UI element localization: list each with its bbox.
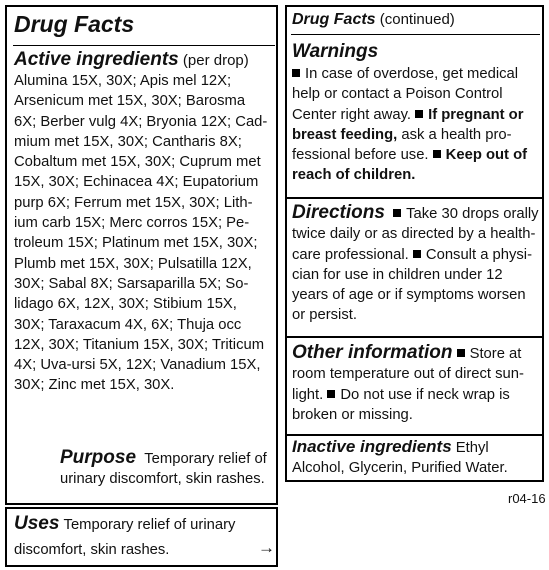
bullet-icon [415, 110, 423, 118]
warnings-line: In case of overdose, get medical [305, 66, 519, 82]
ingredient-line: 30X; Zinc met 15X, 30X. [14, 377, 175, 394]
ingredient-line: ium carb 15X; Merc corros 15X; Pe- [14, 215, 250, 232]
warnings-line: Center right away. [292, 106, 416, 123]
inactive-ingredients-section [292, 437, 508, 479]
warnings-line: help or contact a Poison Control [292, 86, 503, 103]
ingredient-line: Alumina 15X, 30X; Apis mel 12X; [14, 73, 232, 89]
directions-line: years of age or if symptoms worsen [292, 287, 526, 304]
section-rule [287, 336, 542, 338]
continued-note: (continued) [375, 11, 455, 28]
directions-line: cian for use in children under 12 [292, 266, 503, 283]
other-info-line: room temperature out of direct sun- [292, 366, 524, 383]
ingredient-line: 12X, 30X; Titanium 15X, 30X; Triticum [14, 336, 265, 353]
inactive-ingredients-line: Ethyl [451, 440, 489, 456]
directions-line: twice daily or as directed by a health- [292, 226, 536, 243]
active-ingredients-heading: Active ingredients [14, 49, 179, 70]
bullet-icon [292, 69, 300, 77]
pregnancy-warning: breast feeding, [292, 126, 398, 143]
directions-line: or persist. [292, 307, 357, 324]
continued-rule [291, 34, 540, 35]
ingredient-line: lidago 6X, 12X, 30X; Stibium 15X, [14, 296, 237, 313]
other-info-line: broken or missing. [292, 406, 413, 423]
pregnancy-warning: If pregnant or [428, 106, 524, 123]
continued-arrow-icon: → [258, 538, 275, 557]
directions-line: care professional. [292, 246, 413, 263]
purpose-heading: Purpose [60, 447, 137, 468]
drug-facts-panel-left [5, 5, 278, 505]
ingredient-line: troleum 15X; Platinum met 15X, 30X; [14, 235, 258, 252]
other-info-line: light. [292, 386, 328, 403]
label-code: r04-16 [508, 491, 546, 506]
warnings-heading: Warnings [292, 41, 379, 62]
other-info-section [292, 342, 524, 425]
inactive-ingredients-line: Alcohol, Glycerin, Purified Water. [292, 460, 508, 477]
ingredient-line: 6X; Berber vulg 4X; Bryonia 12X; Cad- [14, 113, 268, 130]
purpose-section [60, 447, 267, 490]
warnings-line: fessional before use. [292, 147, 433, 164]
bullet-icon [413, 250, 421, 258]
inactive-ingredients-heading: Inactive ingredients [292, 437, 452, 456]
other-info-heading: Other information [292, 342, 453, 363]
bullet-icon [457, 349, 465, 357]
directions-section [292, 202, 539, 326]
drug-facts-panel-right [285, 5, 544, 482]
warnings-line: ask a health pro- [397, 126, 512, 143]
ingredient-line: mium met 15X, 30X; Cantharis 8X; [14, 133, 242, 150]
children-warning: Keep out of [445, 147, 528, 164]
continued-title: Drug Facts [292, 11, 376, 28]
ingredient-line: Cobaltum met 15X, 30X; Cuprum met [14, 154, 261, 171]
children-warning: reach of children. [292, 167, 416, 184]
uses-line-1: Temporary relief of urinary [63, 517, 236, 533]
purpose-line-2: urinary discomfort, skin rashes. [60, 471, 265, 488]
ingredient-line: 30X; Sabal 8X; Sarsaparilla 5X; So- [14, 275, 249, 292]
section-rule [287, 434, 542, 436]
uses-line-1-row [14, 513, 235, 535]
warnings-section [292, 40, 527, 186]
uses-heading: Uses [14, 513, 60, 534]
ingredient-line: purp 6X; Ferrum met 15X, 30X; Lith- [14, 194, 253, 211]
ingredient-line: Plumb met 15X, 30X; Pulsatilla 12X, [14, 255, 252, 272]
bullet-icon [327, 390, 335, 398]
section-rule [287, 197, 542, 199]
ingredient-line: 4X; Uva-ursi 5X, 12X; Vanadium 15X, [14, 357, 261, 374]
other-info-line: Do not use if neck wrap is [340, 386, 510, 403]
per-drop-note: (per drop) [178, 52, 249, 69]
continued-header [292, 10, 455, 30]
ingredient-line: 30X; Taraxacum 4X, 6X; Thuja occ [14, 316, 242, 333]
ingredient-line: Arsenicum met 15X, 30X; Barosma [14, 93, 246, 110]
active-ingredients-header [14, 49, 249, 71]
drug-facts-title: Drug Facts [14, 11, 135, 37]
other-info-line: Store at [469, 346, 522, 362]
directions-line: Consult a physi- [425, 246, 532, 263]
bullet-icon [433, 150, 441, 158]
uses-line-2: discomfort, skin rashes. [14, 542, 170, 558]
ingredient-line: 15X, 30X; Echinacea 4X; Eupatorium [14, 174, 259, 191]
uses-panel [5, 507, 278, 567]
active-ingredients-list [14, 71, 267, 396]
bullet-icon [393, 209, 401, 217]
directions-heading: Directions [292, 202, 385, 223]
purpose-line-1: Temporary relief of [144, 451, 267, 467]
title-rule [13, 45, 275, 46]
directions-line: Take 30 drops orally [406, 206, 539, 222]
